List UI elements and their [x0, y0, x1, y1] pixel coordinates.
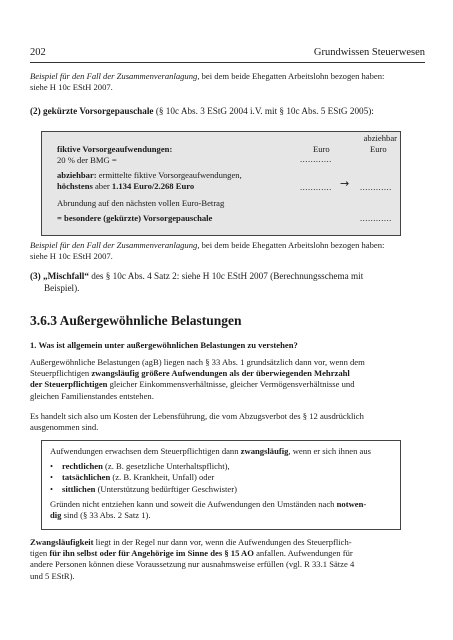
box2-closing-2a: dig [50, 510, 62, 521]
para3-line1a: Zwangsläufigkeit [30, 537, 94, 547]
item-3-line2: Beispiel). [44, 283, 80, 293]
box2-intro-c: , wenn er sich ihnen aus [288, 446, 371, 456]
bullet-rest: (z. B. Krankheit, Unfall) oder [110, 472, 215, 483]
para1-line1: Außergewöhnliche Belastungen (agB) liegen nach § 33 Abs. 1 grundsätzlich dann vor, wenn dem [30, 357, 365, 367]
row-hoechstens-dots-left: ............ [300, 182, 332, 192]
para1-line4: gleichen Familienstandes entstehen. [30, 390, 154, 401]
item-2-bold: (2) gekürzte Vorsorgepauschale [30, 106, 154, 116]
paragraph-definition [30, 357, 425, 402]
list-item [50, 472, 395, 483]
bullet-rest: (z. B. gesetzliche Unterhaltspflicht), [102, 461, 230, 472]
row-abziehbar-rest: ermittelte fiktive Vorsorgeaufwendungen, [96, 170, 242, 180]
row-hoechstens-bold: höchstens [57, 181, 93, 191]
box2-closing-1a: Gründen nicht entziehen kann und soweit die Aufwendungen den Umständen nach [50, 498, 337, 509]
para1-line3a: der Steuerpflichtigen [30, 379, 108, 390]
item-3 [30, 270, 363, 294]
para2-line2: ausgenommen sind. [30, 422, 99, 433]
question-1: 1. Was ist allgemein unter außergewöhnlichen Belastungen zu verstehen? [30, 340, 298, 350]
bullet-rest: (Unterstützung bedürftiger Geschwister) [95, 483, 237, 494]
bullet-bold: rechtlichen [62, 461, 103, 472]
example-line2: siehe H 10c EStH 2007. [30, 82, 113, 93]
row-bmg-label: 20 % der BMG = [57, 155, 117, 165]
example-rest: , bei dem beide Ehegatten Arbeitslohn bezogen haben: [197, 71, 385, 81]
row-hoechstens-mid: aber [92, 181, 112, 191]
col-header-abziehbar: abziehbar [363, 133, 397, 143]
paragraph-zwangslaeufigkeit [30, 537, 425, 582]
row-result-label: = besondere (gekürzte) Vorsorgepauschale [57, 213, 213, 223]
para3-line2a: tigen [30, 548, 50, 559]
para3-line3: andere Personen können diese Voraussetzung nur ausnahmsweise erfüllen (vgl. R 33.1 Sätze 4 [30, 559, 355, 570]
example2-line2: siehe H 10c EStH 2007. [30, 251, 113, 262]
row-abziehbar-label [57, 170, 242, 181]
para3-line2b: für ihn selbst oder für Angehörige im Sinne des § 15 AO [49, 548, 254, 559]
col-euro-right: Euro [370, 144, 387, 154]
para1-line2b: zwangsläufig größere Aufwendungen als der überwiegenden Mehrzahl [91, 368, 350, 379]
list-item [50, 484, 395, 495]
example2-rest: , bei dem beide Ehegatten Arbeitslohn bezogen haben: [197, 240, 385, 250]
box2-intro-a: Aufwendungen erwachsen dem Steuerpflichtigen dann [50, 446, 241, 456]
box2-closing-2b: sind (§ 33 Abs. 2 Satz 1). [61, 510, 151, 521]
bullet-icon: • [50, 472, 54, 483]
item-2-rest: (§ 10c Abs. 3 EStG 2004 i.V. mit § 10c Abs. 5 EStG 2005): [153, 106, 374, 116]
item-3-bold: (3) „Mischfall“ [30, 271, 89, 281]
bullet-icon: • [50, 483, 54, 494]
bullet-bold: tatsächlichen [62, 472, 111, 483]
bullet-icon: • [50, 461, 54, 472]
row-hoechstens-dots-right: ............ [360, 182, 392, 192]
para1-line3b: gleicher Einkommensverhältnisse, gleicher Vermögensverhältnisse und [107, 379, 355, 390]
paragraph-lebensfuehrung [30, 411, 425, 433]
bullet-bold: sittlichen [62, 483, 96, 494]
running-title: Grundwissen Steuerwesen [313, 47, 425, 58]
arrow-right-icon: → [340, 177, 350, 190]
row-fiktive-label: fiktive Vorsorgeaufwendungen: [57, 144, 173, 154]
para3-line2c: anfallen. Aufwendungen für [253, 548, 353, 559]
item-2-heading [30, 106, 374, 116]
para2-line1: Es handelt sich also um Kosten der Lebensführung, die vom Abzugsverbot des § 12 ausdrücklich [30, 411, 364, 421]
para3-line4: und 5 EStR). [30, 570, 75, 581]
example-note-2 [30, 240, 425, 262]
box2-closing-1b: notwen- [336, 498, 367, 509]
para3-line1b: liegt in der Regel nur dann vor, wenn die Aufwendungen des Steuerpflich- [93, 537, 352, 547]
header-rule [30, 62, 425, 63]
example-note-1 [30, 71, 425, 93]
example-italic: Beispiel für den Fall der Zusammenveranlagung [30, 71, 198, 81]
box2-content [50, 446, 395, 521]
item-3-rest: des § 10c Abs. 4 Satz 2: siehe H 10c EStH 2007 (Berechnungsschema mit [88, 271, 364, 281]
row-hoechstens-amount: 1.134 Euro/2.268 Euro [111, 181, 195, 191]
row-abrundung-label: Abrundung auf den nächsten vollen Euro-Betrag [57, 198, 225, 208]
list-item [50, 461, 395, 472]
example2-italic: Beispiel für den Fall der Zusammenveranlagung [30, 240, 198, 250]
row-hoechstens-label [57, 181, 194, 192]
para1-line2a: Steuerpflichtigen [30, 368, 92, 379]
col-euro-left: Euro [313, 144, 330, 154]
box2-intro-b: zwangsläufig [240, 446, 289, 456]
row-abziehbar-bold: abziehbar: [57, 170, 97, 180]
section-heading: 3.6.3 Außergewöhnliche Belastungen [30, 313, 242, 328]
row-bmg-dots: ............ [300, 154, 332, 164]
row-result-dots: ............ [360, 213, 392, 223]
page-number: 202 [30, 47, 46, 58]
